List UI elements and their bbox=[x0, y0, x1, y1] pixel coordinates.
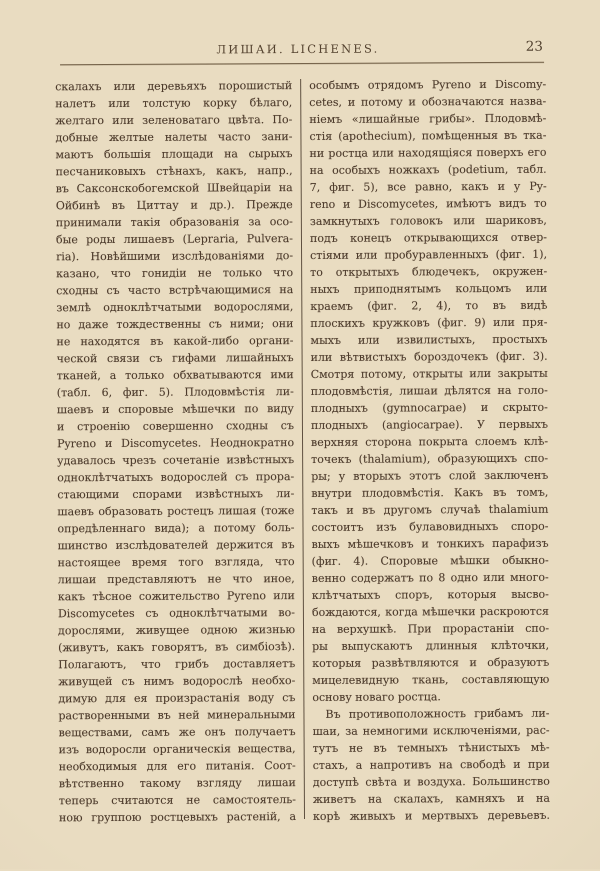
text-line: (живутъ, какъ говорятъ, въ симбіозѣ). bbox=[58, 640, 296, 655]
text-line: стахъ, а напротивъ на свободѣ и при bbox=[312, 757, 550, 772]
text-line: принимали такія образованія за осо- bbox=[55, 215, 293, 230]
text-line: сходны съ часто встрѣчающимися на bbox=[56, 283, 294, 298]
text-line: стающими спорами извѣстныхъ ли- bbox=[57, 487, 295, 502]
text-line: и строенію совершенно сходны съ bbox=[56, 419, 294, 434]
text-line: на верхушкѣ. При прорастаніи спо- bbox=[311, 621, 550, 636]
text-line: или вѣтвистыхъ бороздочекъ (фиг. 3). bbox=[310, 349, 548, 364]
text-line: ною группою ростцевыхъ растеній, а bbox=[58, 810, 297, 825]
text-line: cetes, и потому и обозначаются назва- bbox=[309, 94, 547, 109]
text-line: изъ водоросли органическія вещества, bbox=[58, 742, 296, 757]
text-line: въ Саксонскобогемской Швейцаріи на bbox=[55, 181, 293, 196]
text-line: особымъ отрядомъ Pyreno и Discomy- bbox=[309, 77, 547, 92]
text-line: мыхъ или извилистыхъ, простыхъ bbox=[310, 332, 548, 347]
text-line: Полагаютъ, что грибъ доставляетъ bbox=[58, 657, 296, 672]
text-line: ры выпускаютъ длинныя клѣточки, bbox=[312, 638, 550, 653]
page-number: 23 bbox=[525, 38, 544, 55]
text-line: плодовмѣстія, лишаи дѣлятся на голо- bbox=[310, 383, 548, 398]
text-line: верхняя сторона покрыта слоемъ клѣ- bbox=[311, 434, 549, 449]
text-line: удавалось чрезъ сочетаніе извѣстныхъ bbox=[57, 453, 295, 468]
header-rule bbox=[60, 62, 544, 66]
text-line: скалахъ или деревьяхъ порошистый bbox=[55, 79, 293, 94]
text-line: живущей съ нимъ водорослѣ необхо- bbox=[58, 674, 296, 689]
text-line: одноклѣтчатыхъ водорослей съ прора- bbox=[57, 470, 295, 485]
text-line: маютъ большія площади на сырыхъ bbox=[55, 147, 293, 162]
text-line: лишаи представляютъ не что иное, bbox=[57, 572, 295, 587]
text-line: растворенными въ ней минеральными bbox=[58, 708, 296, 723]
text-line: стіями или пробуравленныхъ (фиг. 1), bbox=[310, 247, 548, 262]
text-line: корѣ живыхъ и мертвыхъ деревьевъ. bbox=[312, 808, 551, 823]
text-line: такъ и въ другомъ случаѣ thalamium bbox=[311, 502, 549, 517]
column-divider bbox=[300, 79, 305, 819]
text-line: опредѣленнаго вида); а потому боль- bbox=[57, 521, 295, 536]
text-line: веществами, самъ же онъ получаетъ bbox=[58, 725, 296, 740]
text-line: тутъ не въ темныхъ тѣнистыхъ мѣ- bbox=[312, 740, 550, 755]
text-line: выхъ мѣшечковъ и тонкихъ парафизъ bbox=[311, 536, 549, 551]
text-line: казано, что гонидіи не только что bbox=[56, 266, 294, 281]
text-line: песчаниковыхъ стѣнахъ, какъ, напр., bbox=[55, 164, 293, 179]
text-line: добные желтые налеты часто зани- bbox=[55, 130, 293, 145]
text-line: шаевъ образовать ростецъ лишая (тоже bbox=[57, 504, 295, 519]
text-line: на особыхъ ножкахъ (podetium, табл. bbox=[309, 162, 547, 177]
text-line: тканей, а только обхватываются ими bbox=[56, 368, 294, 383]
right-column bbox=[309, 76, 550, 825]
text-line: но даже тождественны съ ними; они bbox=[56, 317, 294, 332]
text-line: ніемъ «лишайные грибы». Плодовмѣ- bbox=[309, 111, 547, 126]
text-line: венно содержатъ по 8 одно или много- bbox=[311, 570, 549, 585]
text-line: дорослями, живущее одною жизнью bbox=[57, 623, 296, 638]
text-line: плодныхъ (gymnocarpae) и скрыто- bbox=[310, 400, 548, 415]
text-line: шаи, за немногими исключеніями, рас- bbox=[312, 723, 550, 738]
text-line: мицелевидную ткань, составляющую bbox=[312, 672, 550, 687]
text-line: ческой связи съ гифами лишайныхъ bbox=[56, 351, 294, 366]
text-line: Смотря потому, открыты или закрыты bbox=[310, 366, 548, 381]
text-line: настоящее время того взгляда, что bbox=[57, 555, 295, 570]
text-line: шаевъ и споровые мѣшечки по виду bbox=[56, 402, 294, 417]
text-line: стія (apothecium), помѣщенныя въ тка- bbox=[309, 128, 547, 143]
text-line: то открытыхъ блюдечекъ, окружен- bbox=[310, 264, 548, 279]
text-line: живетъ на скалахъ, камняхъ и на bbox=[312, 791, 550, 806]
text-line: шинство изслѣдователей держится въ bbox=[57, 538, 295, 553]
text-line: димую для ея произрастанія воду съ bbox=[58, 691, 296, 706]
text-line: Въ противоположность грибамъ ли- bbox=[325, 706, 550, 721]
text-line: желтаго или зеленоватаго цвѣта. По- bbox=[55, 113, 293, 128]
text-line: необходимыя для его питанія. Соот- bbox=[58, 759, 296, 774]
text-line: (фиг. 4). Споровые мѣшки обыкно- bbox=[311, 553, 549, 568]
text-line: плодныхъ (angiocarpae). У первыхъ bbox=[310, 417, 548, 432]
text-line: теперь считаются не самостоятель- bbox=[58, 793, 296, 808]
text-line: 7, фиг. 5), все равно, какъ и у Py- bbox=[309, 179, 547, 194]
text-line: бые роды лишаевъ (Lepraria, Pulvera- bbox=[55, 232, 294, 247]
text-line: доступѣ свѣта и воздуха. Большинство bbox=[312, 774, 550, 789]
running-head-title: ЛИШАИ. LICHENES. bbox=[216, 41, 380, 57]
text-line: состоитъ изъ булавовидныхъ споро- bbox=[311, 519, 549, 534]
text-line: замкнутыхъ головокъ или шариковъ, bbox=[309, 213, 547, 228]
text-line: ры; у вторыхъ этотъ слой заключенъ bbox=[311, 468, 549, 483]
text-line: точекъ (thalamium), образующихъ спо- bbox=[311, 451, 549, 466]
text-line: не находятся въ какой-либо органи- bbox=[56, 334, 294, 349]
text-line: основу новаго ростца. bbox=[312, 690, 441, 704]
text-line: какъ тѣсное сожительство Pyreno или bbox=[57, 589, 295, 604]
text-line: reno и Discomycetes, имѣютъ видъ то bbox=[309, 196, 547, 211]
text-line: налетъ или толстую корку бѣлаго, bbox=[55, 96, 293, 111]
text-line: вѣтственно такому взгляду лишаи bbox=[58, 776, 296, 791]
text-line: Ойбинѣ въ Циттау и др.). Прежде bbox=[55, 198, 293, 213]
text-line: (табл. 6, фиг. 5). Плодовмѣстія ли- bbox=[56, 385, 294, 400]
text-line: краемъ (фиг. 2, 4), то въ видѣ bbox=[310, 298, 548, 313]
text-line: ria). Новѣйшими изслѣдованіями до- bbox=[56, 249, 294, 264]
text-line: внутри плодовмѣстія. Какъ въ томъ, bbox=[311, 485, 549, 500]
text-line: плоскихъ кружковъ (фиг. 9) или пря- bbox=[310, 315, 548, 330]
text-line: ныхъ приподнятымъ кольцомъ или bbox=[310, 281, 548, 296]
text-line: подъ конецъ открывающихся отвер- bbox=[309, 230, 548, 245]
text-columns bbox=[55, 76, 551, 827]
text-line: ни ростца или находящіяся поверхъ его bbox=[309, 145, 547, 160]
left-column bbox=[55, 77, 296, 826]
text-line: бождаются, когда мѣшечки раскроются bbox=[311, 604, 549, 619]
text-line: Discomycetes съ одноклѣтчатыми во- bbox=[57, 606, 295, 621]
text-line: Pyreno и Discomycetes. Неоднократно bbox=[57, 436, 295, 451]
text-line: землѣ одноклѣтчатыми водорослями, bbox=[56, 300, 294, 315]
text-line: которыя развѣтвляются и образуютъ bbox=[312, 655, 550, 670]
text-line: клѣтчатыхъ споръ, которыя высво- bbox=[311, 587, 549, 602]
